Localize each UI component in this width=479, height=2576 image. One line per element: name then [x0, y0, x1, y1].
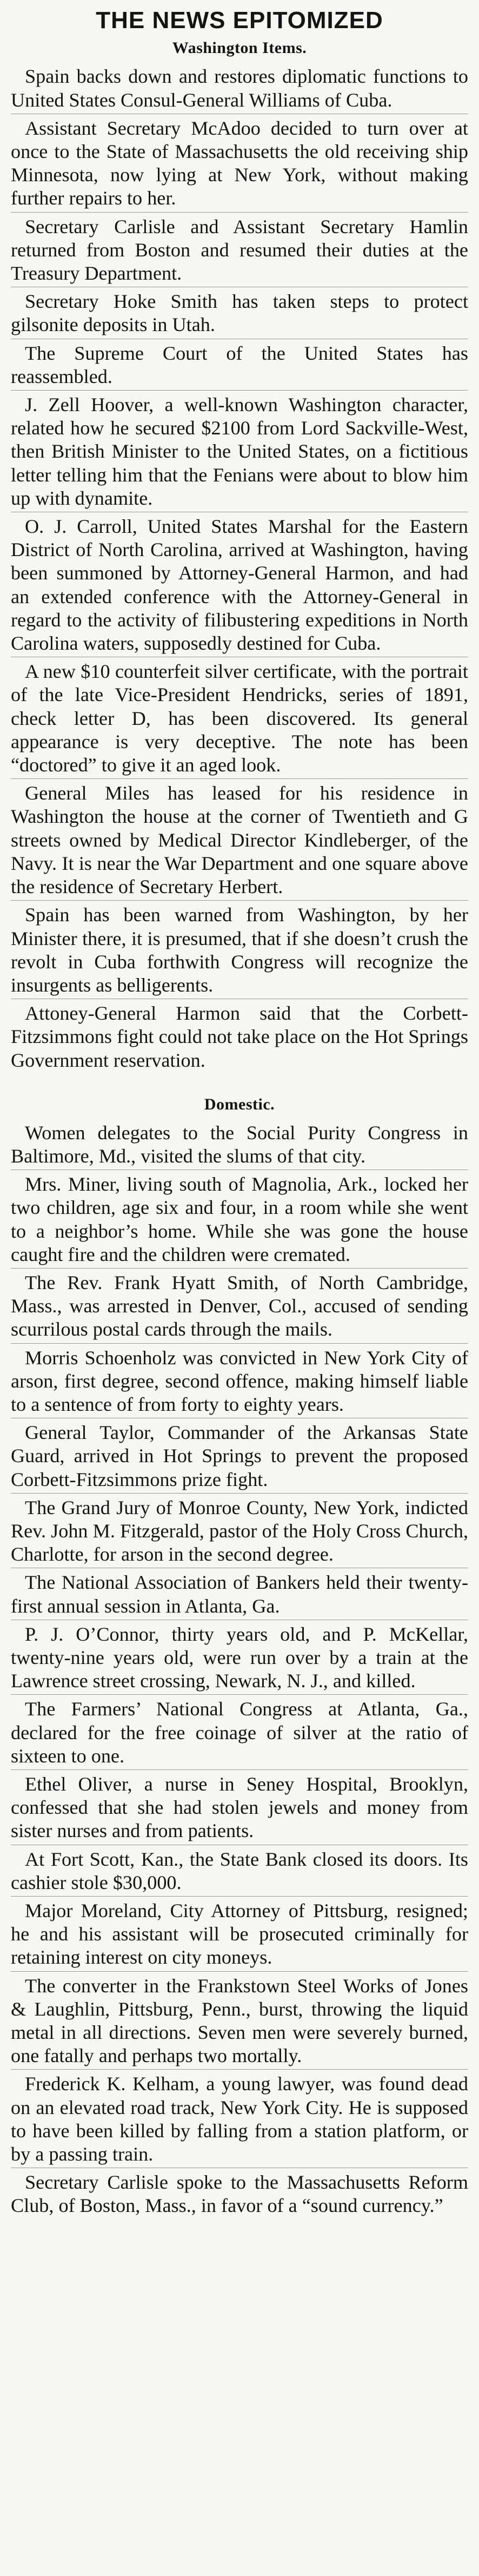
news-item: Spain backs down and restores diplomatic functions to United States Consul-General Williams of Cuba. — [11, 65, 468, 114]
section-washington — [11, 39, 468, 1073]
masthead-title: THE NEWS EPITOMIZED — [96, 7, 383, 34]
news-item: Secretary Carlisle spoke to the Massachusetts Reform Club, of Boston, Mass., in favor of a “sound currency.” — [11, 2171, 468, 2217]
section-heading-domestic: Domestic. — [204, 1095, 275, 1113]
news-item: Major Moreland, City Attorney of Pittsburg, resigned; he and his assistant will be prosecuted criminally for retaining interest on city moneys. — [11, 1899, 468, 1972]
news-item: Secretary Carlisle and Assistant Secretary Hamlin returned from Boston and resumed their duties at the Treasury Department. — [11, 215, 468, 288]
news-item: Attoney-General Harmon said that the Corbett-Fitzsimmons fight could not take place on the Hot Springs Government reservation. — [11, 1002, 468, 1071]
section-domestic — [11, 1095, 468, 2220]
news-column — [11, 0, 468, 2554]
news-item: Assistant Secretary McAdoo decided to turn over at once to the State of Massachusetts the old receiving ship Minnesota, now lying at New York, without making further repairs to her. — [11, 117, 468, 213]
news-item: Morris Schoenholz was convicted in New York City of arson, first degree, second offence, making himself liable to a sentence of from forty to eighty years. — [11, 1346, 468, 1419]
news-item: Mrs. Miner, living south of Magnolia, Ark., locked her two children, age six and four, in a room while she went to a neighbor’s home. While she was gone the house caught fire and the children were cremated. — [11, 1173, 468, 1269]
news-item: The National Association of Bankers held their twenty-first annual session in Atlanta, Ga. — [11, 1571, 468, 1620]
news-item: Ethel Oliver, a nurse in Seney Hospital, Brooklyn, confessed that she had stolen jewels and money from sister nurses and from patients. — [11, 1773, 468, 1845]
news-item: A new $10 counterfeit silver certificate, with the portrait of the late Vice-President Hendricks, series of 1891, check letter D, has been discovered. Its general appearance is very deceptive. The note has been “doctored” to give it an aged look. — [11, 660, 468, 779]
news-item: At Fort Scott, Kan., the State Bank closed its doors. Its cashier stole $30,000. — [11, 1848, 468, 1897]
section-heading-washington: Washington Items. — [172, 39, 307, 57]
news-item: General Miles has leased for his residence in Washington the house at the corner of Twentieth and G streets owned by Medical Director Kindleberger, of the Navy. It is near the War Department and one square above the residence of Secretary Herbert. — [11, 782, 468, 901]
news-item: Spain has been warned from Washington, by her Minister there, it is presumed, that if she doesn’t crush the revolt in Cuba forthwith Congress will recognize the insurgents as belligerents. — [11, 903, 468, 999]
news-item: J. Zell Hoover, a well-known Washington character, related how he secured $2100 from Lord Sackville-West, then British Minister to the United States, on a fictitious letter telling him that the Fenians were about to blow him up with dynamite. — [11, 393, 468, 512]
news-item: The Farmers’ National Congress at Atlanta, Ga., declared for the free coinage of silver at the ratio of sixteen to one. — [11, 1697, 468, 1770]
news-item: General Taylor, Commander of the Arkansas State Guard, arrived in Hot Springs to prevent the proposed Corbett-Fitzsimmons prize fight. — [11, 1421, 468, 1494]
news-item: The converter in the Frankstown Steel Works of Jones & Laughlin, Pittsburg, Penn., burst, throwing the liquid metal in all directions. Seven men were severely burned, one fatally and perhaps two mortally. — [11, 1974, 468, 2070]
news-item: The Supreme Court of the United States has reassembled. — [11, 342, 468, 391]
news-item: Frederick K. Kelham, a young lawyer, was found dead on an elevated road track, New York City. He is supposed to have been killed by falling from a station platform, or by a passing train. — [11, 2072, 468, 2168]
news-item: Secretary Hoke Smith has taken steps to protect gilsonite deposits in Utah. — [11, 290, 468, 339]
news-item: Women delegates to the Social Purity Congress in Baltimore, Md., visited the slums of that city. — [11, 1121, 468, 1170]
news-item: The Rev. Frank Hyatt Smith, of North Cambridge, Mass., was arrested in Denver, Col., accused of sending scurrilous postal cards through the mails. — [11, 1271, 468, 1344]
news-item: The Grand Jury of Monroe County, New York, indicted Rev. John M. Fitzgerald, pastor of the Holy Cross Church, Charlotte, for arson in the second degree. — [11, 1496, 468, 1569]
news-item: O. J. Carroll, United States Marshal for the Eastern District of North Carolina, arrived at Washington, having been summoned by Attorney-General Harmon, and had an extended conference with the Attorney-General in regard to the activity of filibustering expeditions in North Carolina waters, supposedly destined for Cuba. — [11, 515, 468, 657]
news-item: P. J. O’Connor, thirty years old, and P. McKellar, twenty-nine years old, were run over by a train at the Lawrence street crossing, Newark, N. J., and killed. — [11, 1623, 468, 1695]
